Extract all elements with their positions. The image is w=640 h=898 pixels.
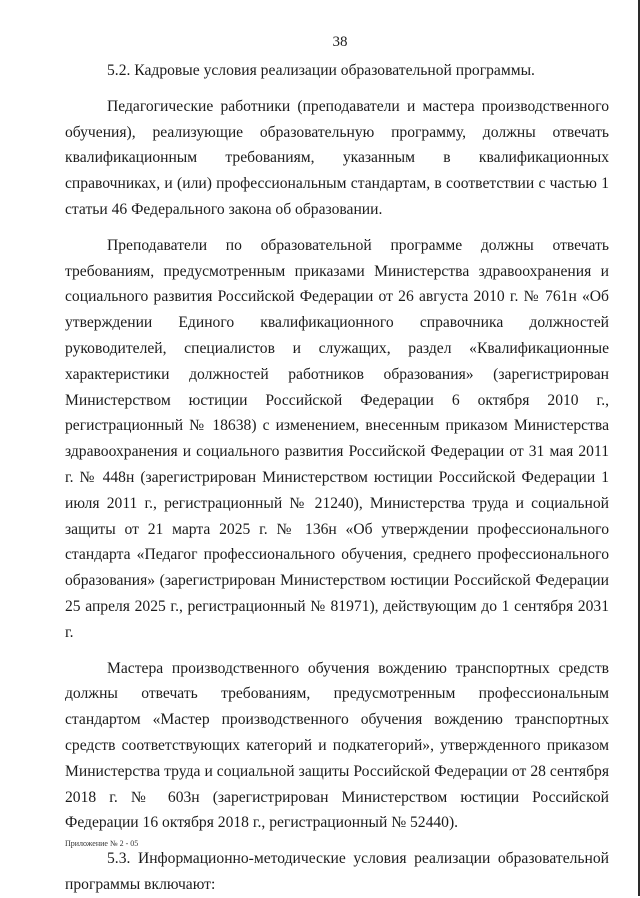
footer-attachment-label: Приложение № 2 - 05 (65, 839, 139, 848)
section-5-2-heading: 5.2. Кадровые условия реализации образовательной программы. (107, 62, 535, 79)
paragraph-teaching-staff: Педагогические работники (преподаватели и мастера производственного обучения), реализующие образовательную программу, должны отвечать квалификационным требованиям, указанным в квалификационных справочниках, и (или) профессиональным стандартам, в соответствии с частью 1 статьи 46 Федерального закона об образовании. (65, 97, 609, 218)
document-body (65, 58, 609, 898)
section-5-3-text: 5.3. Информационно-методические условия реализации образовательной программы включают: (65, 850, 609, 893)
paragraph-teachers-requirements: Преподаватели по образовательной программе должны отвечать требованиям, предусмотренным приказами Министерства здравоохранения и социального развития Российской Федерации от 26 августа 2010 г. № 761н «Об утверждении Единого квалификационного справочника должностей руководителей, специалистов и служащих, раздел «Квалификационные характеристики должностей работников образования» (зарегистрирован Министерством юстиции Российской Федерации 6 октября 2010 г., регистрационный № 18638) с изменением, внесенным приказом Министерства здравоохранения и социального развития Российской Федерации от 31 мая 2011 г. № 448н (зарегистрирован Министерством юстиции Российской Федерации 1 июля 2011 г., регистрационный № 21240), Министерства труда и социальной защиты от 21 марта 2025 г. № 136н «Об утверждении профессионального стандарта «Педагог профессионального обучения, среднего профессионального образования» (зарегистрирован Министерством юстиции Российской Федерации 25 апреля 2025 г., регистрационный № 81971), действующим до 1 сентября 2031 г. (65, 236, 609, 641)
paragraph-driving-masters: Мастера производственного обучения вождению транспортных средств должны отвечать требованиям, предусмотренным профессиональным стандартом «Мастер производственного обучения вождению транспортных средств соответствующих категорий и подкатегорий», утвержденного приказом Министерства труда и социальной защиты Российской Федерации от 28 сентября 2018 г. № 603н (зарегистрирован Министерством юстиции Российской Федерации 16 октября 2018 г., регистрационный № 52440). (65, 659, 609, 832)
page-number: 38 (332, 34, 348, 50)
